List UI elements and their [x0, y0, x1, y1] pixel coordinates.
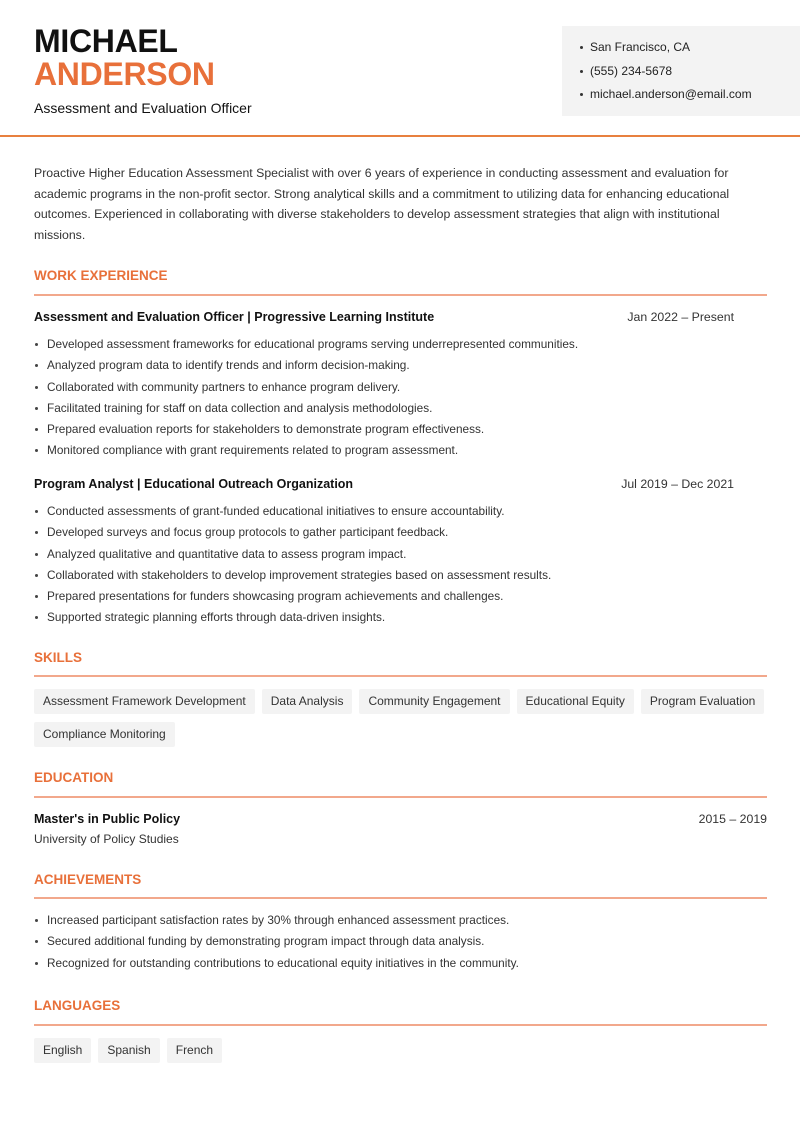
section-divider — [34, 1024, 767, 1026]
list-item: Analyzed program data to identify trends and inform decision-making. — [34, 358, 767, 379]
section-title-languages: LANGUAGES — [34, 998, 121, 1013]
list-item: Secured additional funding by demonstrating program impact through data analysis. — [34, 934, 767, 955]
job-dates: Jan 2022 – Present — [627, 310, 734, 324]
list-item: Increased participant satisfaction rates by 30% through enhanced assessment practices. — [34, 913, 767, 934]
achievements-list — [34, 913, 767, 977]
contact-location: San Francisco, CA — [580, 40, 800, 64]
section-title-work: WORK EXPERIENCE — [34, 268, 168, 283]
skill-chip: Community Engagement — [359, 689, 509, 714]
last-name: ANDERSON — [34, 56, 215, 92]
job-dates: Jul 2019 – Dec 2021 — [621, 477, 734, 491]
education-degree: Master's in Public Policy — [34, 812, 181, 826]
job-heading-2 — [34, 477, 767, 491]
language-chip: French — [167, 1038, 222, 1063]
language-chip: English — [34, 1038, 91, 1063]
resume-header — [0, 0, 800, 137]
skill-chip: Program Evaluation — [641, 689, 764, 714]
skill-chip: Data Analysis — [262, 689, 353, 714]
list-item: Prepared presentations for funders showcasing program achievements and challenges. — [34, 589, 767, 610]
section-title-achievements: ACHIEVEMENTS — [34, 872, 142, 887]
contact-box — [562, 26, 800, 116]
job-title: Assessment and Evaluation Officer — [34, 100, 252, 116]
summary: Proactive Higher Education Assessment Specialist with over 6 years of experience in conducting assessment and evaluation for academic programs in the non-profit sector. Strong analytical skills and a commitment to utilizing data for enhancing educational outcomes. Experienced in collaborating with diverse stakeholders to develop assessment strategies that align with institutional missions. — [34, 166, 730, 242]
section-divider — [34, 675, 767, 677]
list-item: Developed surveys and focus group protocols to gather participant feedback. — [34, 525, 767, 546]
language-chip: Spanish — [98, 1038, 159, 1063]
contact-phone[interactable]: (555) 234-5678 — [580, 64, 800, 88]
section-divider — [34, 294, 767, 296]
skill-chip: Assessment Framework Development — [34, 689, 255, 714]
job-title-company: Program Analyst | Educational Outreach Organization — [34, 477, 354, 491]
education-dates: 2015 – 2019 — [698, 812, 767, 826]
job-bullets-2 — [34, 504, 767, 632]
section-title-skills: SKILLS — [34, 650, 83, 665]
contact-email[interactable]: michael.anderson@email.com — [580, 87, 800, 111]
section-divider — [34, 796, 767, 798]
job-title-company: Assessment and Evaluation Officer | Progressive Learning Institute — [34, 310, 435, 324]
list-item: Recognized for outstanding contributions to educational equity initiatives in the community. — [34, 956, 767, 977]
skills-list — [34, 689, 774, 747]
list-item: Supported strategic planning efforts through data-driven insights. — [34, 610, 767, 631]
skill-chip: Educational Equity — [517, 689, 634, 714]
list-item: Analyzed qualitative and quantitative data to assess program impact. — [34, 547, 767, 568]
list-item: Facilitated training for staff on data collection and analysis methodologies. — [34, 401, 767, 422]
list-item: Prepared evaluation reports for stakeholders to demonstrate program effectiveness. — [34, 422, 767, 443]
education-school: University of Policy Studies — [34, 832, 179, 846]
list-item: Monitored compliance with grant requirements related to program assessment. — [34, 443, 767, 464]
list-item: Developed assessment frameworks for educational programs serving underrepresented communities. — [34, 337, 767, 358]
section-title-education: EDUCATION — [34, 770, 114, 785]
list-item: Conducted assessments of grant-funded educational initiatives to ensure accountability. — [34, 504, 767, 525]
first-name: MICHAEL — [34, 23, 178, 59]
languages-list — [34, 1038, 774, 1063]
list-item: Collaborated with stakeholders to develop improvement strategies based on assessment results. — [34, 568, 767, 589]
job-heading-1 — [34, 310, 767, 324]
list-item: Collaborated with community partners to enhance program delivery. — [34, 380, 767, 401]
job-bullets-1 — [34, 337, 767, 465]
skill-chip: Compliance Monitoring — [34, 722, 175, 747]
section-divider — [34, 897, 767, 899]
